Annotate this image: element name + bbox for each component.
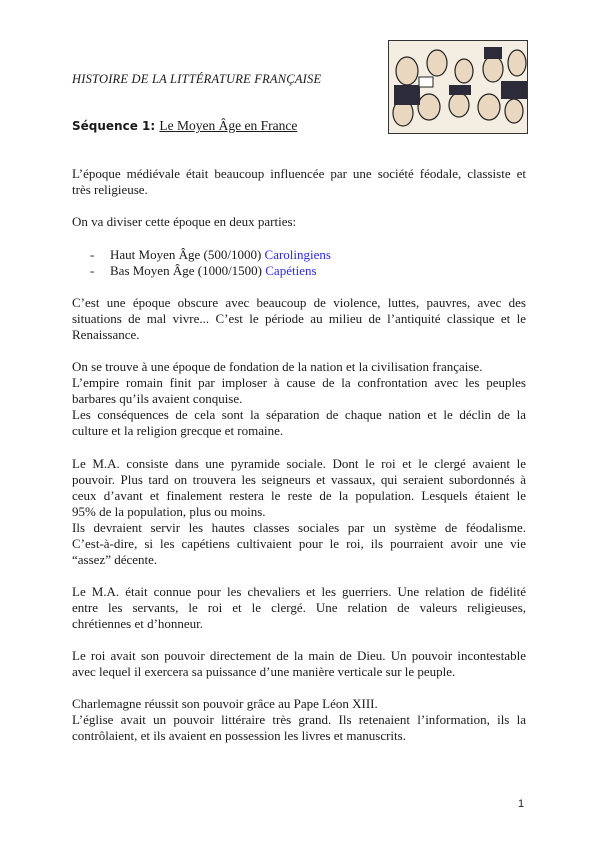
list-item-text: Bas Moyen Âge (1000/1500): [110, 263, 266, 278]
paragraph-line: “assez” décente.: [72, 552, 158, 567]
page-number: 1: [518, 798, 525, 810]
paragraph-line: entre les servants, le roi et le clergé. Une relation de valeurs religieuses,: [72, 600, 526, 615]
list-item-link[interactable]: Carolingiens: [264, 247, 331, 262]
paragraph-line: L’église avait un pouvoir littéraire très grand. Ils retenaient l’information, ils la: [72, 712, 526, 727]
list-item: [90, 247, 331, 263]
paragraph-line: situations de mal vivre... C’est le période au milieu de l’antiquité classique et le: [72, 311, 526, 326]
sequence-label: Séquence 1:: [72, 119, 156, 133]
list-item: [90, 263, 317, 279]
caricature-illustration: [388, 40, 528, 134]
paragraph-line: Ils devraient servir les hautes classes sociales par un système de féodalisme.: [72, 520, 526, 535]
paragraph-line: C’est une époque obscure avec beaucoup de violence, luttes, pauvres, avec des: [72, 295, 526, 310]
paragraph-line: L’époque médiévale était beaucoup influencée par une société féodale, classiste et: [72, 166, 526, 181]
paragraph-line: pouvoir. Plus tard on trouvera les seigneurs et vassaux, qui seraient subordonnés à: [72, 472, 526, 487]
paragraph-line: L’empire romain finit par imploser à cause de la confrontation avec les peuples: [72, 375, 526, 390]
paragraph-line: contrôlaient, et ils avaient en possession les livres et manuscrits.: [72, 728, 406, 743]
paragraph-line: Renaissance.: [72, 327, 140, 342]
paragraph-line: Le roi avait son pouvoir directement de la main de Dieu. Un pouvoir incontestable: [72, 648, 526, 663]
paragraph-line: barbares qu’ils avaient conquise.: [72, 391, 243, 406]
paragraph-line: Le M.A. était connue pour les chevaliers et les guerriers. Une relation de fidélité: [72, 584, 526, 599]
paragraph-line: On se trouve à une époque de fondation de la nation et la civilisation française.: [72, 359, 483, 374]
paragraph-line: Charlemagne réussit son pouvoir grâce au Pape Léon XIII.: [72, 696, 378, 711]
document-title: HISTOIRE DE LA LITTÉRATURE FRANÇAISE: [72, 72, 322, 86]
bullet-dash: -: [90, 247, 95, 262]
paragraph-line: C’est-à-dire, si les capétiens cultivaient pour le roi, ils pourraient avoir une vie: [72, 536, 526, 551]
paragraph-line: chrétiennes et d’honneur.: [72, 616, 204, 631]
paragraph-line: culture et la religion grecque et romaine.: [72, 423, 284, 438]
list-item-link[interactable]: Capétiens: [265, 263, 317, 278]
paragraph-line: Les conséquences de cela sont la séparation de chaque nation et le déclin de la: [72, 407, 526, 422]
paragraph-line: avec lequel il exercera sa puissance d’une manière verticale sur le peuple.: [72, 664, 456, 679]
paragraph-line: On va diviser cette époque en deux parties:: [72, 214, 297, 229]
paragraph-line: Le M.A. consiste dans une pyramide sociale. Dont le roi et le clergé avaient le: [72, 456, 526, 471]
paragraph-line: très religieuse.: [72, 182, 148, 197]
sequence-title: Le Moyen Âge en France: [159, 118, 298, 133]
bullet-dash: -: [90, 263, 95, 278]
sequence-heading: [72, 118, 297, 134]
list-item-text: Haut Moyen Âge (500/1000): [110, 247, 265, 262]
paragraph-line: ceux d’avant et finalement restera le reste de la population. Lesquels étaient le: [72, 488, 526, 503]
paragraph-line: 95% de la population, plus ou moins.: [72, 504, 266, 519]
